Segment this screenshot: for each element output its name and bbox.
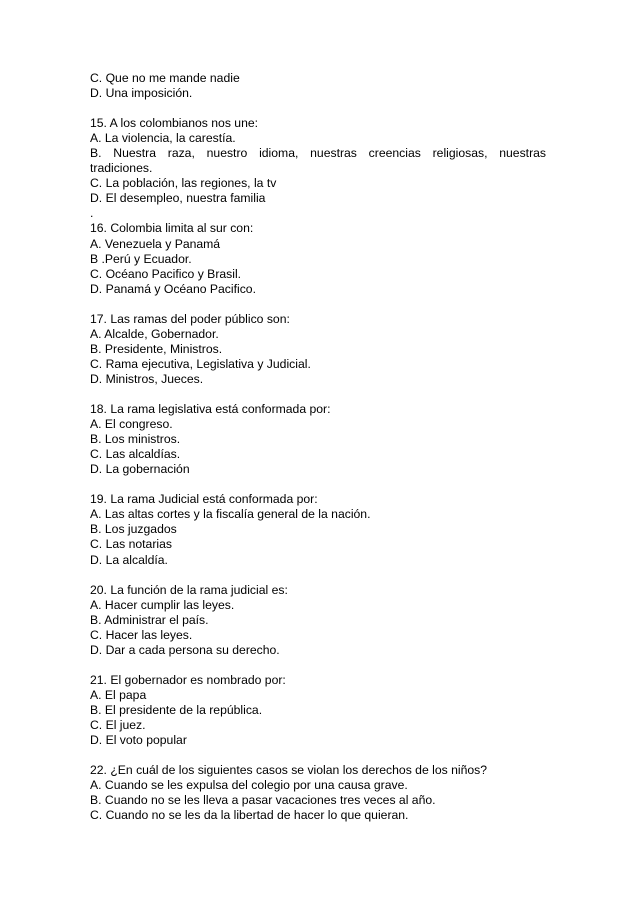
option-line: C. Cuando no se les da la libertad de hacer lo que quieran. (90, 808, 409, 823)
option-line: D. El voto popular (90, 733, 187, 748)
option-line: C. Las alcaldías. (90, 447, 181, 462)
option-line: D. La gobernación (90, 462, 190, 477)
option-line: A. Alcalde, Gobernador. (90, 326, 219, 341)
question-17: 17. Las ramas del poder público son: (90, 311, 290, 326)
option-line: B .Perú y Ecuador. (90, 251, 192, 266)
paragraph-gap (90, 101, 546, 116)
option-line: B. Nuestra raza, nuestro idioma, nuestras creencias religiosas, nuestras (90, 146, 546, 161)
paragraph-gap (90, 387, 546, 402)
option-line: D. El desempleo, nuestra familia (90, 191, 266, 206)
option-line: A. La violencia, la carestía. (90, 131, 236, 146)
option-line: D. La alcaldía. (90, 552, 168, 567)
question-16: 16. Colombia limita al sur con: (90, 221, 254, 236)
option-line: B. Los ministros. (90, 432, 181, 447)
option-line: B. El presidente de la república. (90, 702, 263, 717)
option-line: B. Presidente, Ministros. (90, 341, 223, 356)
question-19: 19. La rama Judicial está conformada por: (90, 492, 318, 507)
option-line: A. El congreso. (90, 417, 173, 432)
option-line: D. Una imposición. (90, 86, 193, 101)
question-20: 20. La función de la rama judicial es: (90, 582, 288, 597)
option-line: B. Administrar el país. (90, 612, 209, 627)
option-line: C. Hacer las leyes. (90, 627, 193, 642)
option-line: B. Cuando no se les lleva a pasar vacaciones tres veces al año. (90, 793, 436, 808)
option-line: C. La población, las regiones, la tv (90, 176, 277, 191)
option-line: C. El juez. (90, 718, 146, 733)
option-line: A. Hacer cumplir las leyes. (90, 597, 235, 612)
option-line-continued: tradiciones. (90, 161, 153, 176)
option-line: A. Cuando se les expulsa del colegio por una causa grave. (90, 778, 408, 793)
option-line: A. El papa (90, 687, 147, 702)
paragraph-gap (90, 297, 546, 312)
paragraph-gap (90, 748, 546, 763)
option-line: D. Dar a cada persona su derecho. (90, 642, 280, 657)
option-line: D. Panamá y Océano Pacifico. (90, 281, 256, 296)
option-line: A. Las altas cortes y la fiscalía general de la nación. (90, 507, 371, 522)
question-22: 22. ¿En cuál de los siguientes casos se violan los derechos de los niños? (90, 763, 488, 778)
question-15: 15. A los colombianos nos une: (90, 116, 259, 131)
paragraph-gap (90, 568, 546, 583)
option-line: C. Rama ejecutiva, Legislativa y Judicial. (90, 356, 311, 371)
option-line: A. Venezuela y Panamá (90, 236, 221, 251)
stray-period: . (90, 206, 94, 221)
option-line: C. Océano Pacifico y Brasil. (90, 266, 242, 281)
question-18: 18. La rama legislativa está conformada por: (90, 402, 331, 417)
paragraph-gap (90, 477, 546, 492)
option-line: B. Los juzgados (90, 522, 177, 537)
paragraph-gap (90, 658, 546, 673)
option-line: C. Que no me mande nadie (90, 71, 240, 85)
option-line: D. Ministros, Jueces. (90, 371, 204, 386)
question-21: 21. El gobernador es nombrado por: (90, 672, 286, 687)
option-line: C. Las notarias (90, 537, 172, 552)
document-body (90, 71, 546, 823)
